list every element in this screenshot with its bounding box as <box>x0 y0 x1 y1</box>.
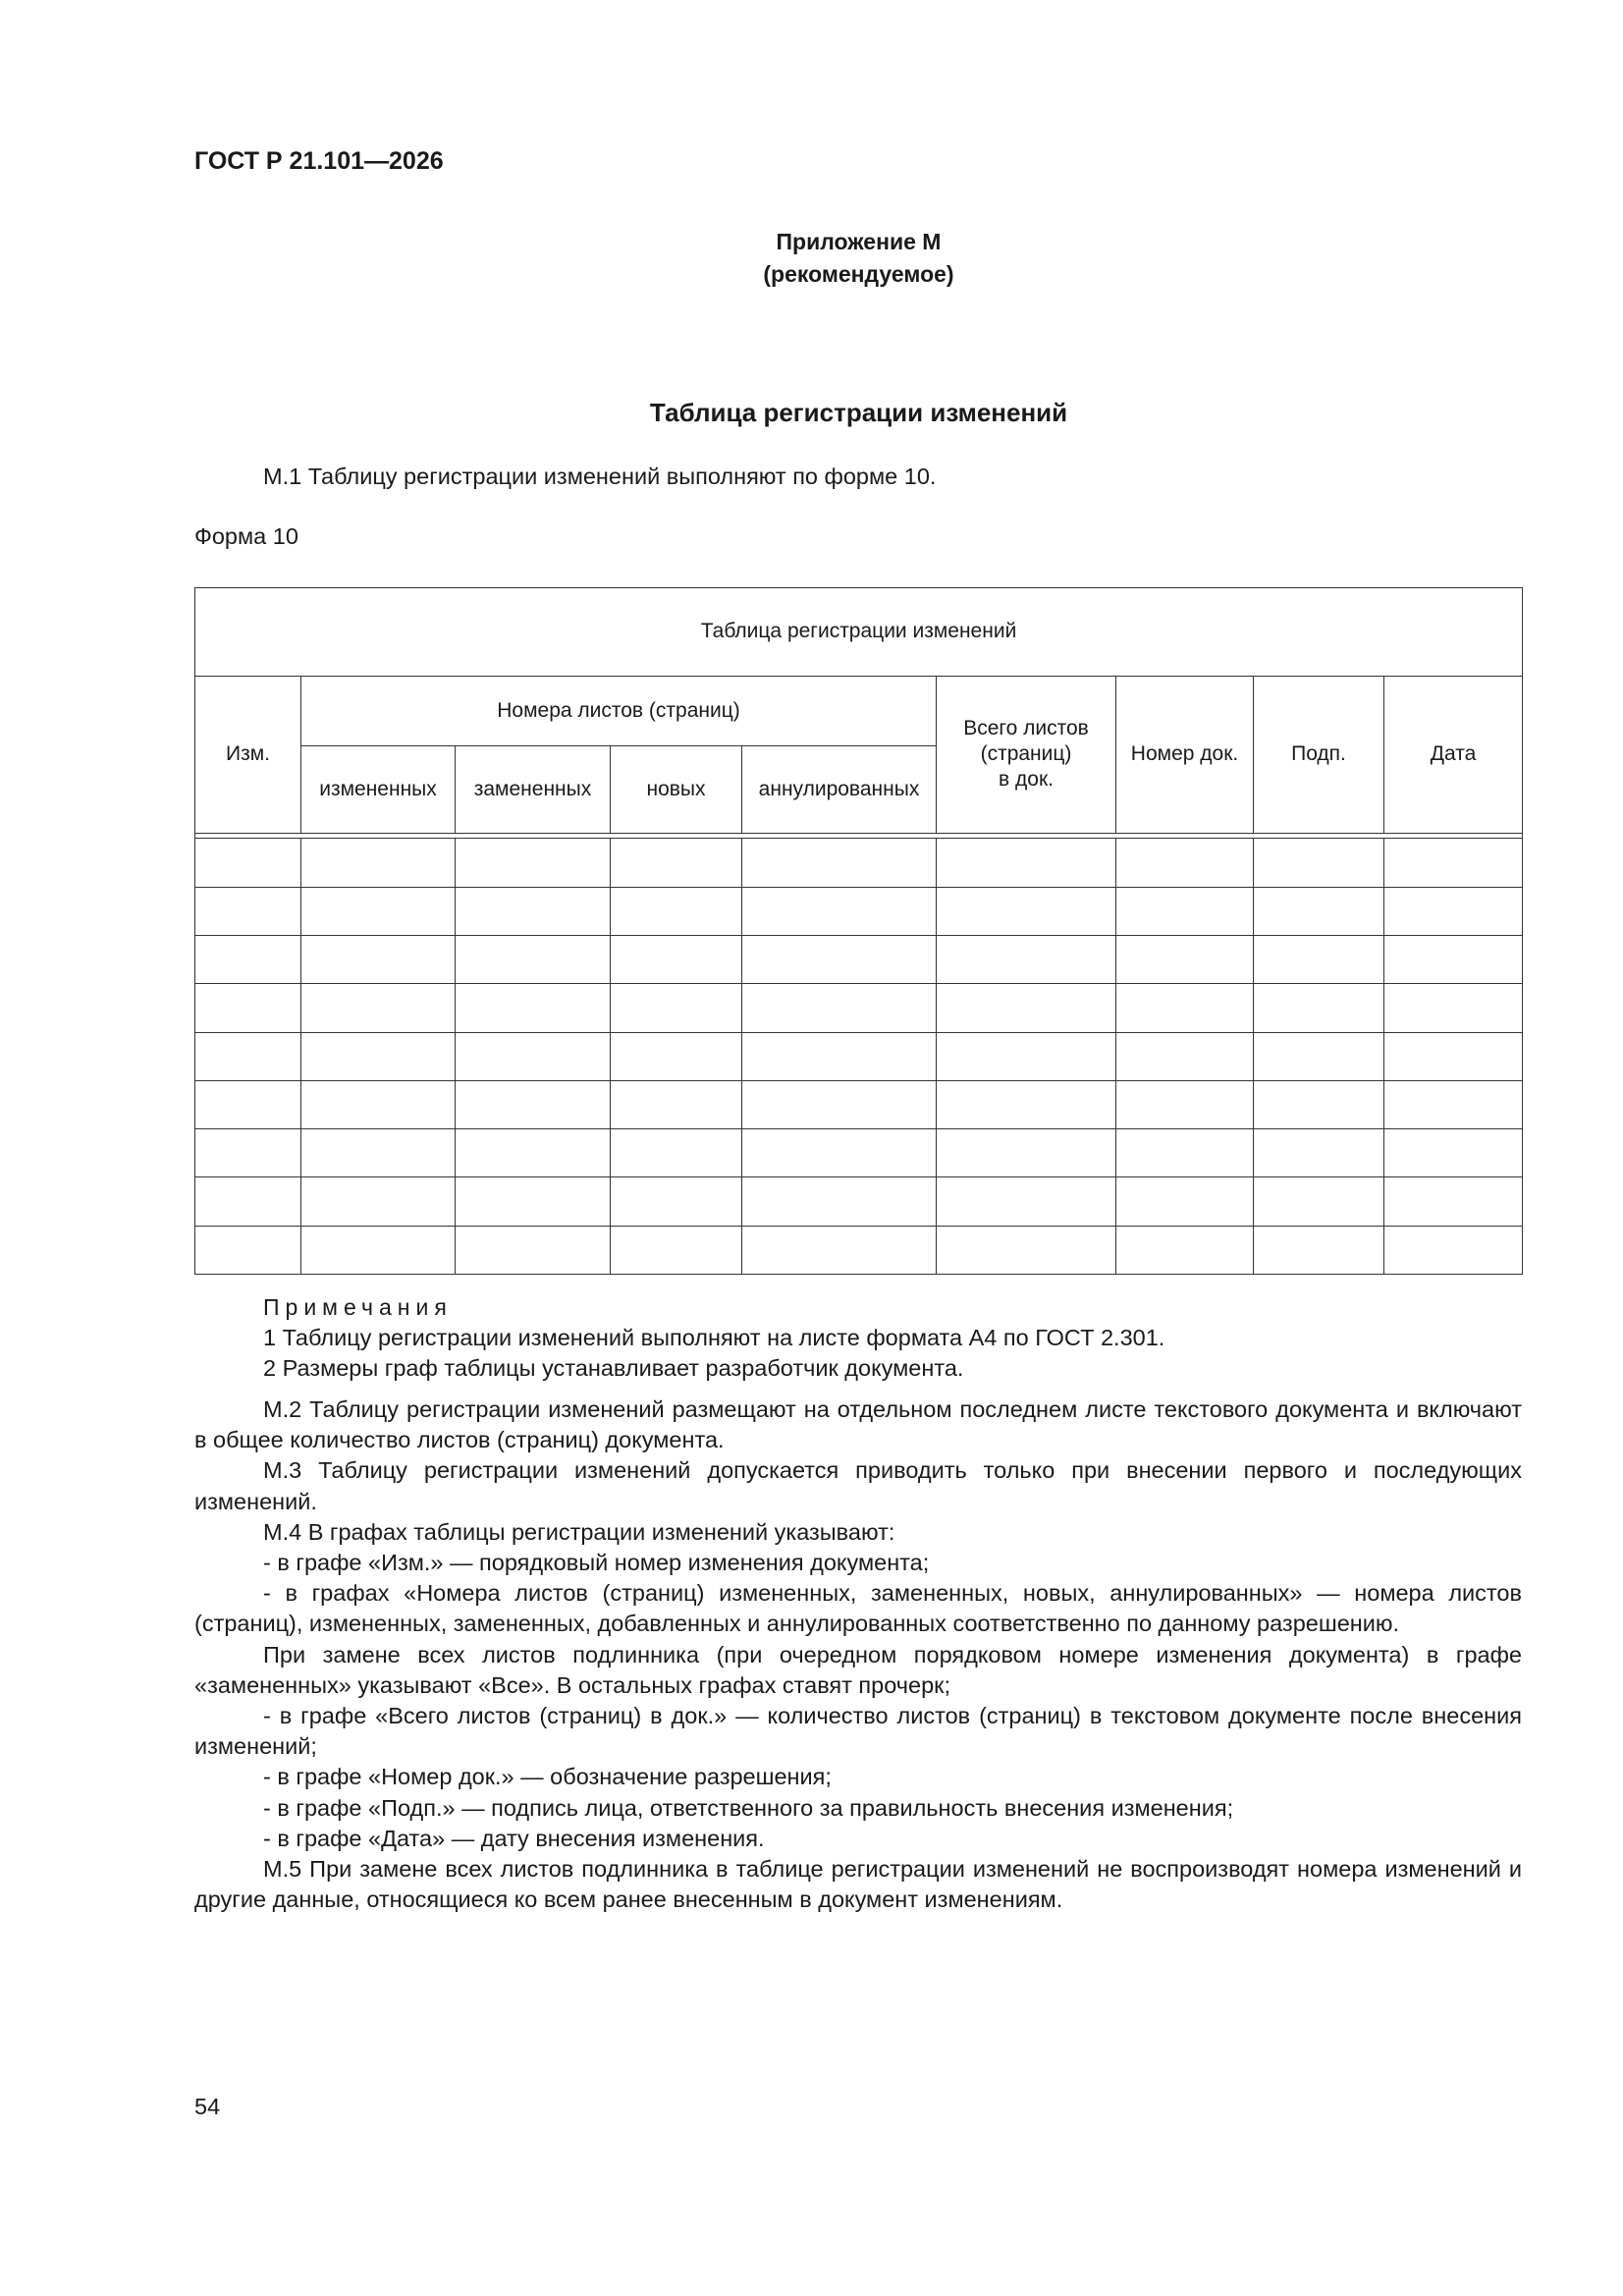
col-group-sheets-header: Номера листов (страниц) <box>301 676 937 745</box>
note-item: 1 Таблицу регистрации изменений выполняют на листе формата А4 по ГОСТ 2.301. <box>263 1325 1165 1350</box>
m4-list-item: - в графе «Всего листов (страниц) в док.» — количество листов (страниц) в текстовом документе после внесения изменений; <box>194 1703 1522 1760</box>
table-row <box>195 935 1523 983</box>
col-total-line3: в док. <box>999 768 1054 792</box>
m4-list-item: - в графе «Дата» — дату внесения изменения. <box>263 1825 765 1851</box>
appendix-subtitle: (рекомендуемое) <box>763 261 954 287</box>
col-total-header <box>937 676 1116 834</box>
table-row <box>195 887 1523 935</box>
document-code: ГОСТ Р 21.101—2026 <box>194 147 444 175</box>
table-row <box>195 1032 1523 1080</box>
col-cancelled-header: аннулированных <box>742 745 937 834</box>
registration-table <box>194 587 1523 1275</box>
col-replaced-header: замененных <box>456 745 611 834</box>
table-row <box>195 984 1523 1032</box>
paragraph-m5: М.5 При замене всех листов подлинника в таблице регистрации изменений не воспроизводят номера изменений и другие данные, относящиеся ко всем ранее внесенным в документ изменениям. <box>194 1856 1522 1913</box>
col-doc-no-header: Номер док. <box>1116 676 1254 834</box>
appendix-title: Приложение М <box>776 229 942 254</box>
paragraph-m3: М.3 Таблицу регистрации изменений допускается приводить только при внесении первого и последующих изменений. <box>194 1457 1522 1514</box>
page-number: 54 <box>194 2094 221 2119</box>
table-row <box>195 1226 1523 1274</box>
m4-list-item: - в графе «Подп.» — подпись лица, ответственного за правильность внесения изменения; <box>263 1794 1234 1821</box>
paragraph-m4: М.4 В графах таблицы регистрации изменений указывают: <box>263 1518 895 1545</box>
col-total-line1: Всего листов <box>963 717 1089 740</box>
paragraph-m2: М.2 Таблицу регистрации изменений размещают на отдельном последнем листе текстового документа и включают в общее количество листов (страниц) документа. <box>194 1396 1522 1453</box>
body-text <box>194 1394 1522 1915</box>
col-sign-header: Подп. <box>1254 676 1384 834</box>
m4-list-item: - в графах «Номера листов (страниц) измененных, замененных, новых, аннулированных» — номера листов (страниц), измененных, замененных, добавленных и аннулированных соответственно по данному разрешению. <box>194 1580 1522 1637</box>
paragraph-m1: М.1 Таблицу регистрации изменений выполняют по форме 10. <box>263 464 937 489</box>
table-row <box>195 839 1523 887</box>
section-title: Таблица регистрации изменений <box>649 398 1068 427</box>
col-date-header: Дата <box>1384 676 1523 834</box>
table-title: Таблица регистрации изменений <box>195 588 1523 677</box>
appendix-heading <box>0 226 1623 291</box>
col-izm-header: Изм. <box>195 676 301 834</box>
m4-list-item: При замене всех листов подлинника (при очередном порядковом номере изменения документа) в графе «замененных» указывают «Все». В остальных графах ставят прочерк; <box>194 1641 1522 1698</box>
col-changed-header: измененных <box>301 745 456 834</box>
notes-heading: Примечания <box>263 1294 453 1320</box>
table-row <box>195 1080 1523 1128</box>
col-total-line2: (страниц) <box>980 742 1072 766</box>
m4-list-item: - в графе «Изм.» — порядковый номер изменения документа; <box>263 1550 930 1576</box>
form-label: Форма 10 <box>194 523 298 549</box>
table-row <box>195 1129 1523 1177</box>
m4-list-item: - в графе «Номер док.» — обозначение разрешения; <box>263 1764 832 1790</box>
table-row <box>195 1177 1523 1226</box>
col-new-header: новых <box>611 745 742 834</box>
note-item: 2 Размеры граф таблицы устанавливает разработчик документа. <box>263 1355 964 1381</box>
